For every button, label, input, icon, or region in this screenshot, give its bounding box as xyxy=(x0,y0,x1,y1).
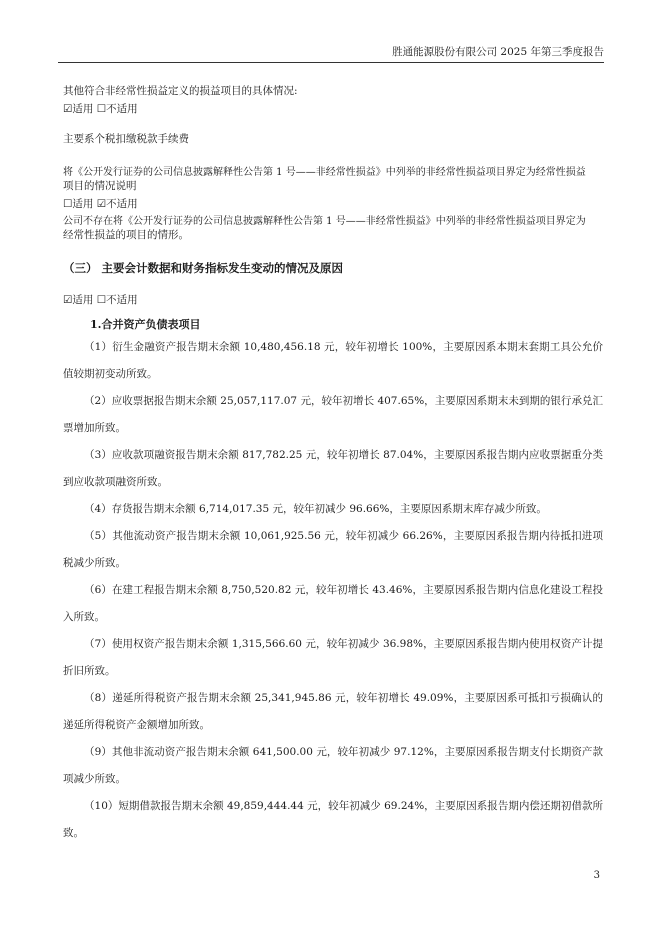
change-item-5: （5）其他流动资产报告期末余额 10,061,925.56 元，较年初减少 66.26%，主要原因系报告期内待抵扣进项税减少所致。 xyxy=(63,530,603,569)
reclass-heading-line2: 项目的情况说明 xyxy=(63,180,137,192)
change-item-6: （6）在建工程报告期末余额 8,750,520.82 元，较年初增长 43.46%，主要原因系报告期内信息化建设工程投入所致。 xyxy=(63,584,603,623)
reclass-note-line1: 公司不存在将《公开发行证券的公司信息披露解释性公告第 1 号——非经常性损益》中列举的非经常性损益项目界定为 xyxy=(63,216,586,227)
change-item-1: （1）衍生金融资产报告期末余额 10,480,456.18 元，较年初增长 100%，主要原因系本期末套期工具公允价值较期初变动所致。 xyxy=(63,341,603,380)
change-items-list xyxy=(63,334,603,847)
section-title: （三） 主要会计数据和财务指标发生变动的情况及原因 xyxy=(63,261,344,275)
reclass-note-line2: 经常性损益的项目的情形。 xyxy=(63,229,189,241)
applicable-option-3: ☑适用 ☐不适用 xyxy=(63,294,138,306)
change-item-4: （4）存货报告期末余额 6,714,017.35 元，较年初减少 96.66%，主要原因系期末库存减少所致。 xyxy=(84,503,547,515)
reclass-heading-line1: 将《公开发行证券的公司信息披露解释性公告第 1 号——非经常性损益》中列举的非经常性损益项目界定为经常性损益 xyxy=(63,167,586,178)
change-item-7: （7）使用权资产报告期末余额 1,315,566.60 元，较年初减少 36.98%，主要原因系报告期内使用权资产计提折旧所致。 xyxy=(63,638,603,677)
change-item-9: （9）其他非流动资产报告期末余额 641,500.00 元，较年初减少 97.12%，主要原因系报告期支付长期资产款项减少所致。 xyxy=(63,746,603,785)
applicable-option-2: ☐适用 ☑不适用 xyxy=(63,198,138,210)
change-item-8: （8）递延所得税资产报告期末余额 25,341,945.86 元，较年初增长 49.09%，主要原因系可抵扣亏损确认的递延所得税资产金额增加所致。 xyxy=(63,692,603,731)
change-item-10: （10）短期借款报告期末余额 49,859,444.44 元，较年初减少 69.24%，主要原因系报告期内偿还期初借款所致。 xyxy=(63,800,603,839)
page-number: 3 xyxy=(593,870,600,881)
change-item-2: （2）应收票据报告期末余额 25,057,117.07 元，较年初增长 407.65%，主要原因系期末未到期的银行承兑汇票增加所致。 xyxy=(63,395,603,434)
subsection-title: 1.合并资产负债表项目 xyxy=(90,318,201,331)
change-item-3: （3）应收款项融资报告期末余额 817,782.25 元，较年初增长 87.04%，主要原因系报告期内应收票据重分类到应收款项融资所致。 xyxy=(63,449,603,488)
applicable-option-1: ☑适用 ☐不适用 xyxy=(63,103,138,115)
other-items-heading: 其他符合非经常性损益定义的损益项目的具体情况: xyxy=(63,85,298,97)
other-items-detail: 主要系个税扣缴税款手续费 xyxy=(63,133,189,145)
page-header: 胜通能源股份有限公司 2025 年第三季度报告 xyxy=(58,42,604,63)
